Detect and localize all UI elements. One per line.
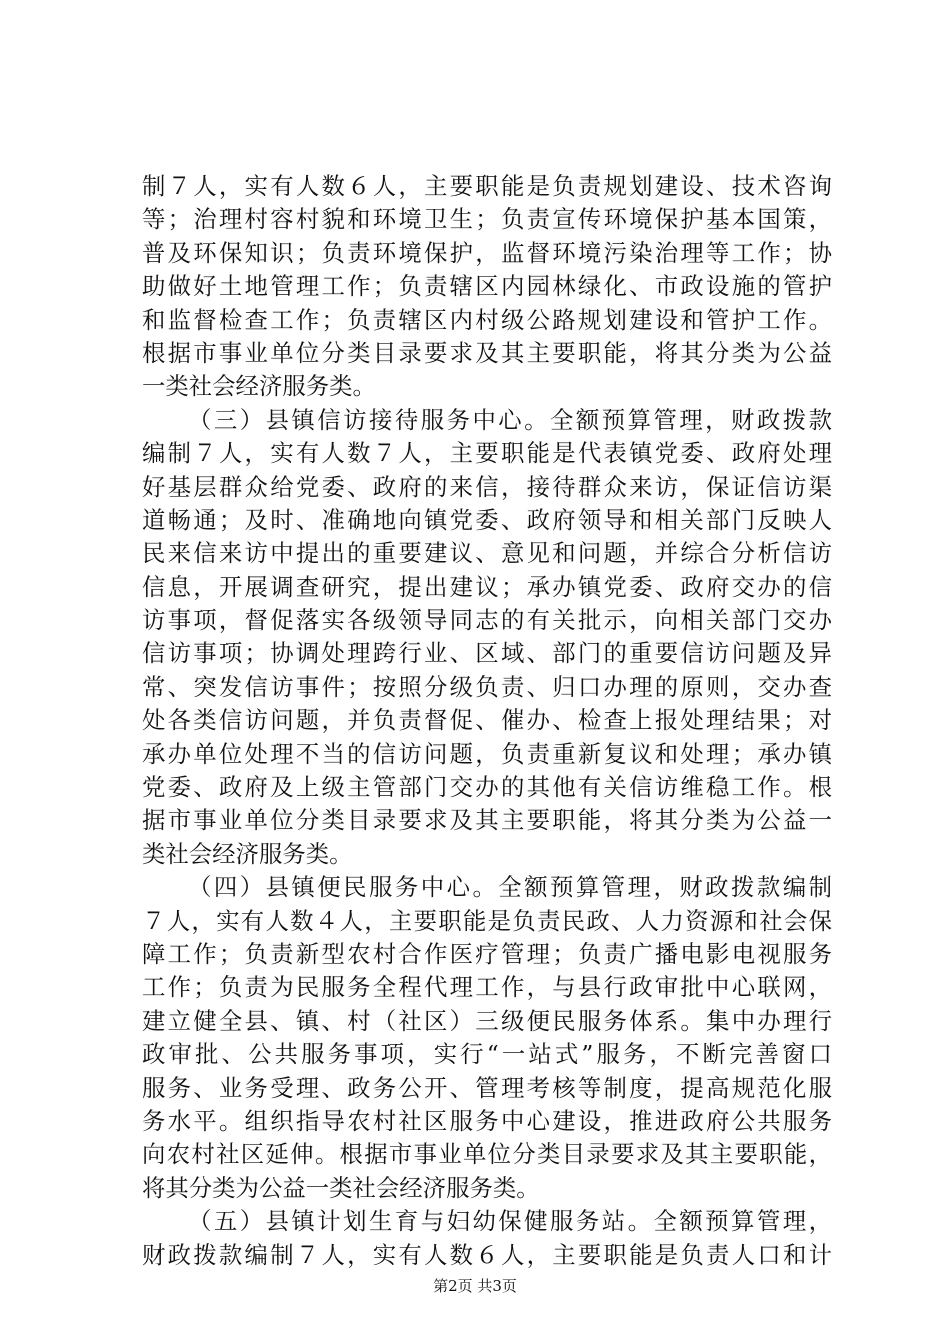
text-line: 承办单位处理不当的信访问题，负责重新复议和处理；承办镇 — [142, 739, 832, 768]
text-line: 将其分类为公益一类社会经济服务类。 — [142, 1173, 540, 1202]
text-line: 类社会经济服务类。 — [142, 839, 353, 868]
text-line: 障工作；负责新型农村合作医疗管理；负责广播电影电视服务 — [142, 939, 832, 968]
text-line: 向农村社区延伸。根据市事业单位分类目录要求及其主要职能， — [142, 1140, 832, 1169]
text-line: 等；治理村容村貌和环境卫生；负责宣传环境保护基本国策， — [142, 205, 832, 234]
text-line: （三）县镇信访接待服务中心。全额预算管理，财政拨款 — [188, 405, 832, 434]
page-number: 第2页 共3页 — [433, 1277, 517, 1295]
text-line: （五）县镇计划生育与妇幼保健服务站。全额预算管理， — [188, 1207, 832, 1236]
text-line: 道畅通；及时、准确地向镇党委、政府领导和相关部门反映人 — [142, 505, 832, 534]
text-line: 党委、政府及上级主管部门交办的其他有关信访维稳工作。根 — [142, 773, 832, 802]
text-line: 访事项，督促落实各级领导同志的有关批示，向相关部门交办 — [142, 606, 832, 635]
text-line: 处各类信访问题，并负责督促、催办、检查上报处理结果；对 — [142, 706, 832, 735]
text-line: 信息，开展调查研究，提出建议；承办镇党委、政府交办的信 — [142, 572, 832, 601]
text-line: 财政拨款编制７人，实有人数６人，主要职能是负责人口和计 — [142, 1240, 832, 1269]
text-line: 务水平。组织指导农村社区服务中心建设，推进政府公共服务 — [142, 1106, 832, 1135]
text-line: 工作；负责为民服务全程代理工作，与县行政审批中心联网， — [142, 973, 832, 1002]
text-line: 一类社会经济服务类。 — [142, 372, 376, 401]
text-line: 普及环保知识；负责环境保护，监督环境污染治理等工作；协 — [142, 238, 832, 267]
text-line: 和监督检查工作；负责辖区内村级公路规划建设和管护工作。 — [142, 305, 832, 334]
text-line: 常、突发信访事件；按照分级负责、归口办理的原则，交办查 — [142, 672, 832, 701]
text-line: （四）县镇便民服务中心。全额预算管理，财政拨款编制 — [188, 873, 832, 902]
text-line: 据市事业单位分类目录要求及其主要职能，将其分类为公益一 — [142, 806, 832, 835]
text-line: 编制７人，实有人数７人，主要职能是代表镇党委、政府处理 — [142, 439, 832, 468]
text-line: 服务、业务受理、政务公开、管理考核等制度，提高规范化服 — [142, 1073, 832, 1102]
text-line: 助做好土地管理工作；负责辖区内园林绿化、市政设施的管护 — [142, 272, 832, 301]
text-line: 信访事项；协调处理跨行业、区域、部门的重要信访问题及异 — [142, 639, 832, 668]
text-line: 根据市事业单位分类目录要求及其主要职能，将其分类为公益 — [142, 338, 832, 367]
text-line: 好基层群众给党委、政府的来信，接待群众来访，保证信访渠 — [142, 472, 832, 501]
text-line: 民来信来访中提出的重要建议、意见和问题，并综合分析信访 — [142, 539, 832, 568]
document-body — [142, 170, 832, 1272]
text-line: ７人，实有人数４人，主要职能是负责民政、人力资源和社会保 — [142, 906, 832, 935]
text-line: 政审批、公共服务事项，实行“一站式”服务，不断完善窗口 — [142, 1040, 832, 1069]
text-line: 制７人，实有人数６人，主要职能是负责规划建设、技术咨询 — [142, 172, 832, 200]
text-line: 建立健全县、镇、村（社区）三级便民服务体系。集中办理行 — [142, 1006, 832, 1035]
